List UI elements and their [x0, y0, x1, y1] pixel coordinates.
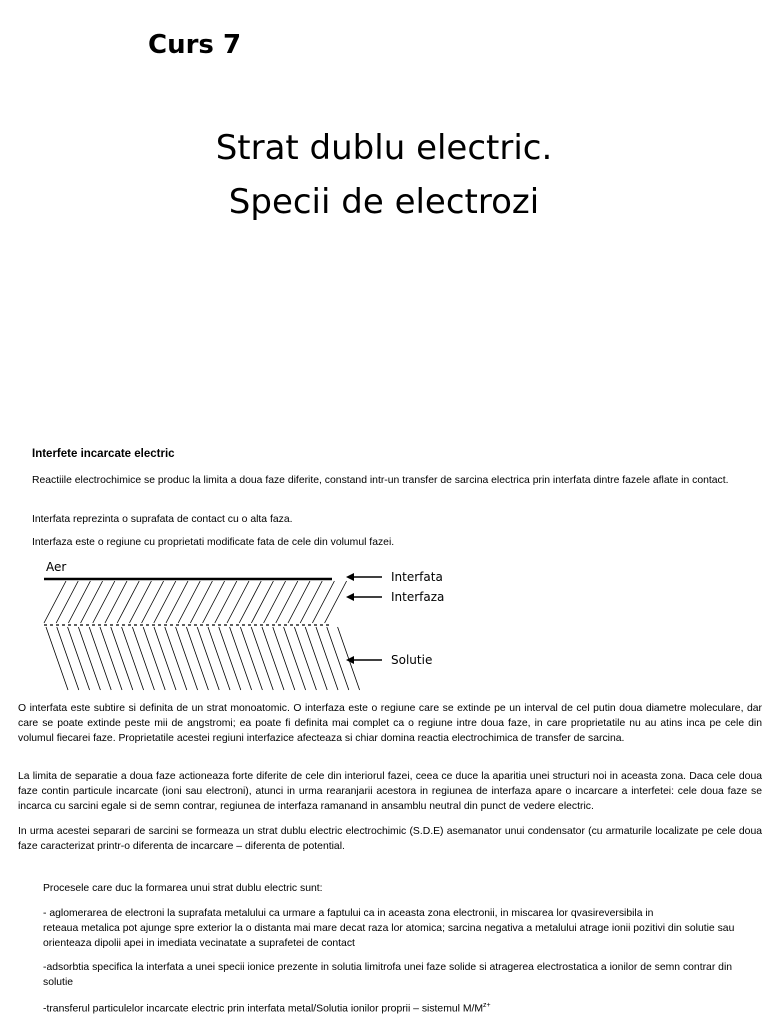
hatch-line — [154, 581, 176, 623]
page-title-line-2: Specii de electrozi — [228, 182, 540, 222]
hatch-line — [122, 627, 144, 690]
hatch-line — [105, 581, 127, 623]
hatch-line — [117, 581, 139, 623]
air-label: Aer — [46, 560, 67, 574]
hatch-line — [178, 581, 200, 623]
hatch-line — [57, 627, 79, 690]
hatch-line — [276, 581, 298, 623]
body-paragraph-3: In urma acestei separari de sarcini se formeaza un strat dublu electric electrochimic (S.D.E) asemanator unui condensator (cu armaturile localizate pe cele doua faze caracterizat printr-o diferenta de incarcare – diferenta de potential. — [18, 826, 762, 852]
hatch-line — [81, 581, 103, 623]
hatch-line — [219, 627, 241, 690]
hatch-line — [227, 581, 249, 623]
process-item-3-text: -transferul particulelor incarcate electric prin interfata metal/Solutia ionilor proprii – sistemul M/M — [43, 1003, 484, 1015]
course-label: Curs 7 — [148, 30, 242, 60]
hatch-line — [215, 581, 237, 623]
process-item-2: -adsorbtia specifica la interfata a unei specii ionice prezente in solutia limitrofa unei faze solide si atragerea electrostatica a ionilor de semn contrar din solutie — [43, 962, 733, 988]
hatch-line — [305, 627, 327, 690]
hatch-line — [68, 627, 90, 690]
hatch-line — [208, 627, 230, 690]
hatch-line — [176, 627, 198, 690]
hatch-line — [294, 627, 316, 690]
hatch-line — [240, 627, 262, 690]
hatch-line — [111, 627, 133, 690]
hatch-line — [93, 581, 115, 623]
hatch-line — [78, 627, 100, 690]
hatch-line — [264, 581, 286, 623]
interphase-label: Interfaza — [391, 590, 445, 604]
hatch-line — [46, 627, 68, 690]
hatch-line — [100, 627, 122, 690]
hatch-line — [166, 581, 188, 623]
hatch-line — [312, 581, 334, 623]
solution-hatching — [46, 627, 360, 690]
hatch-line — [288, 581, 310, 623]
interphase-hatching — [44, 581, 347, 623]
hatch-line — [251, 627, 273, 690]
body-paragraph-2: La limita de separatie a doua faze actioneaza forte diferite de cele din interiorul fazei, ceea ce duce la aparitia unei structuri noi in aceasta zona. Daca cele doua faze contin particule incarcate (ioni sau electroni), atunci in urma rearanjarii acestora in regiunea de interfaza apare o incarcare a interfetei: cele doua faze se incarca cu sarcini egale si de semn contrar, regiunea de interfaza ramanand in ansamblu neutral din punct de vedere electric. — [18, 771, 762, 812]
hatch-line — [239, 581, 261, 623]
hatch-line — [273, 627, 295, 690]
hatch-line — [56, 581, 78, 623]
hatch-line — [68, 581, 90, 623]
hatch-line — [129, 581, 151, 623]
hatch-line — [165, 627, 187, 690]
intro-paragraph-2: Interfata reprezinta o suprafata de contact cu o alta faza. — [32, 514, 293, 525]
section-heading: Interfete incarcate electric — [32, 448, 175, 460]
hatch-line — [284, 627, 306, 690]
hatch-line — [89, 627, 111, 690]
interface-label: Interfata — [391, 570, 443, 584]
hatch-line — [44, 581, 66, 623]
hatch-line — [300, 581, 322, 623]
process-item-3 — [43, 998, 743, 1016]
hatch-line — [142, 581, 164, 623]
hatch-line — [203, 581, 225, 623]
interface-arrowhead-icon — [346, 573, 354, 581]
body-paragraph-1: O interfata este subtire si definita de un strat monoatomic. O interfaza este o regiune care se extinde pe un interval de cel putin doua diametre moleculare, dar care se poate extinde peste mii de angstromi; ea poate fi definita mai complet ca o regiune intre doua faze, in care proprietatile nu au atins inca pe cele din volumul fiecarei faze. Proprietatile acestei regiuni interfazice afecteaza si chiar domina reactia electrochimica de transfer de sarcina. — [18, 703, 762, 744]
process-item-3-superscript: z+ — [483, 1002, 491, 1009]
intro-paragraph-3: Interfaza este o regiune cu proprietati modificate fata de cele din volumul fazei. — [32, 537, 395, 548]
hatch-line — [186, 627, 208, 690]
solution-label: Solutie — [391, 653, 433, 667]
hatch-line — [262, 627, 284, 690]
hatch-line — [132, 627, 154, 690]
process-item-1-rest: reteaua metalica pot ajunge spre exterior la o distanta mai mare decat raza lor atomica; sarcina negativa a metalului atrage ionii pozitivi din solutie sau orienteaza dipolii apei in imediata vecinatate a suprafetei de contact — [43, 923, 735, 949]
hatch-line — [190, 581, 212, 623]
hatch-line — [325, 581, 347, 623]
hatch-line — [251, 581, 273, 623]
process-item-1 — [43, 906, 743, 951]
intro-paragraph-1: Reactiile electrochimice se produc la limita a doua faze diferite, constand intr-un transfer de sarcina electrica prin interfata dintre fazele aflate in contact. — [32, 475, 729, 486]
hatch-line — [327, 627, 349, 690]
hatch-line — [197, 627, 219, 690]
hatch-line — [154, 627, 176, 690]
interface-diagram — [30, 556, 450, 692]
processes-intro: Procesele care duc la formarea unui strat dublu electric sunt: — [43, 883, 323, 894]
hatch-line — [338, 627, 360, 690]
hatch-line — [316, 627, 338, 690]
process-item-1-first-line: - aglomerarea de electroni la suprafata metalului ca urmare a faptului ca in aceasta zona electronii, in miscarea lor qvasireversibila in — [43, 908, 654, 919]
hatch-line — [230, 627, 252, 690]
page-title-line-1: Strat dublu electric. — [215, 128, 553, 168]
hatch-line — [143, 627, 165, 690]
interphase-arrowhead-icon — [346, 593, 354, 601]
